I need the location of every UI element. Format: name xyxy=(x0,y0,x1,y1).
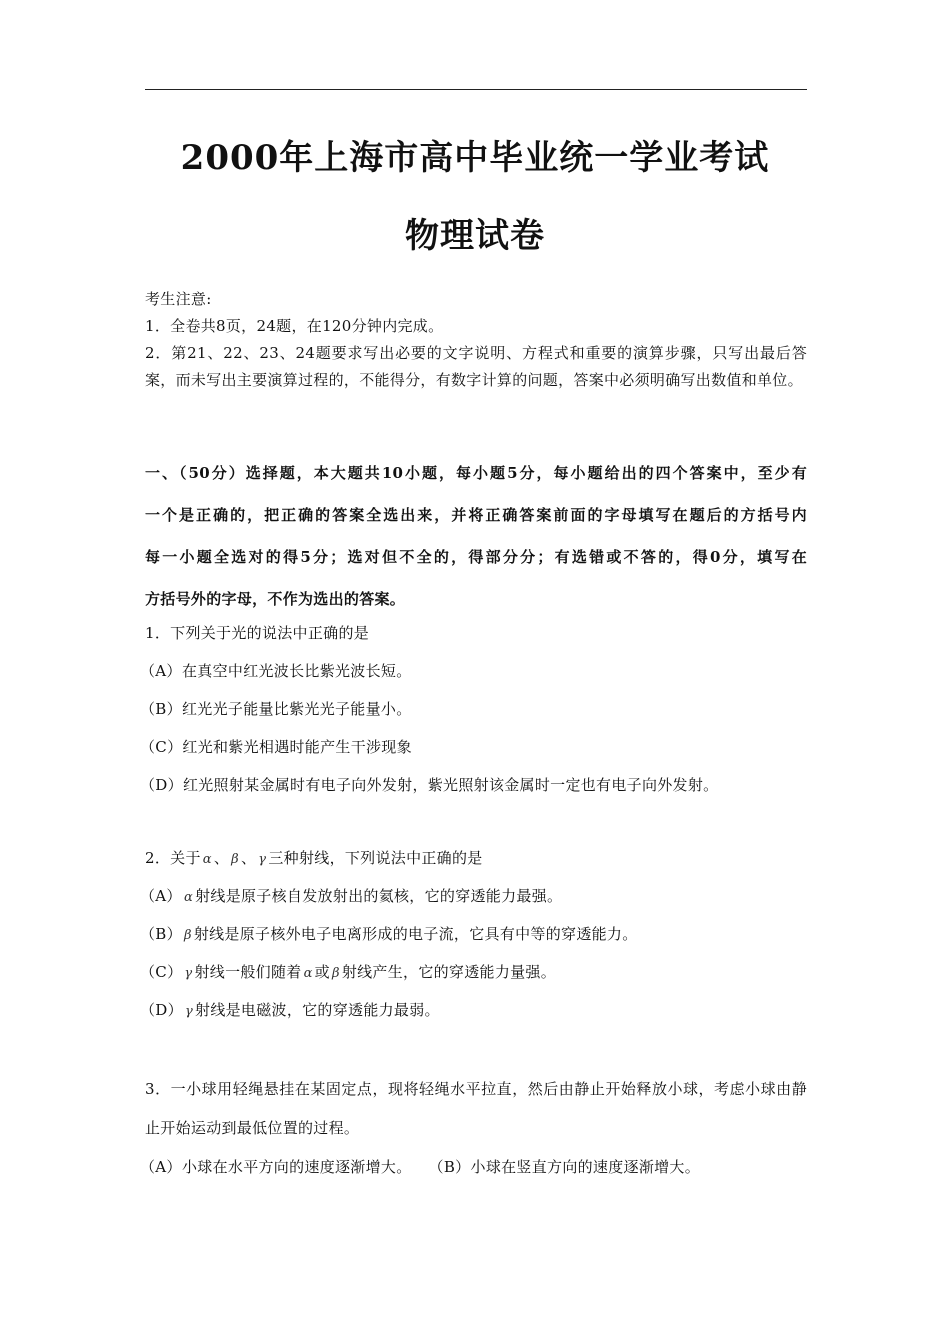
notice-heading: 考生注意: xyxy=(145,290,212,308)
option-label: （C） xyxy=(140,963,183,981)
section-1-instructions xyxy=(145,452,807,620)
exam-title: 2000年上海市高中毕业统一学业考试 xyxy=(180,138,770,178)
notice-item-2: 2．第21、22、23、24题要求写出必要的文字说明、方程式和重要的演算步骤，只写出最后答案，而未写出主要演算过程的，不能得分，有数字计算的问题，答案中必须明确写出数值和单位。 xyxy=(145,344,807,389)
option-label: （D） xyxy=(140,776,183,794)
question-1-option-d xyxy=(140,766,807,804)
beta-symbol: β xyxy=(184,928,192,943)
question-1-stem: 1．下列关于光的说法中正确的是 xyxy=(145,624,370,642)
notice-item-1: 1．全卷共8页，24题，在120分钟内完成。 xyxy=(145,317,444,335)
question-2 xyxy=(140,839,807,1029)
option-text: 红光照射某金属时有电子向外发射，紫光照射该金属时一定也有电子向外发射。 xyxy=(182,776,719,794)
section-1-line-2: 一个是正确的，把正确的答案全选出来，并将正确答案前面的字母填写在题后的方括号内 xyxy=(145,506,807,524)
option-text: 射线是原子核外电子电离形成的电子流，它具有中等的穿透能力。 xyxy=(193,925,638,943)
section-1-line-4: 方括号外的字母，不作为选出的答案。 xyxy=(145,590,406,608)
section-1-line-1: 一、（50分）选择题，本大题共10小题，每小题5分，每小题给出的四个答案中，至少有 xyxy=(145,464,807,482)
alpha-symbol: α xyxy=(202,852,212,867)
question-1-option-c xyxy=(140,728,807,766)
stem-separator: 、 xyxy=(213,849,230,867)
question-1-option-a xyxy=(140,652,807,690)
question-3 xyxy=(140,1070,807,1186)
option-label: （B） xyxy=(140,700,182,718)
option-text: 射线是电磁波，它的穿透能力最弱。 xyxy=(195,1001,440,1019)
stem-separator: 、 xyxy=(240,849,257,867)
option-label: （B） xyxy=(428,1158,471,1176)
option-label: （D） xyxy=(140,1001,183,1019)
question-1 xyxy=(140,614,807,804)
question-1-option-b xyxy=(140,690,807,728)
question-3-option-b-text: 小球在竖直方向的速度逐渐增大。 xyxy=(470,1158,701,1176)
candidate-notice xyxy=(145,286,807,394)
question-2-option-d xyxy=(140,991,807,1029)
option-text: 射线一般们随着 xyxy=(194,963,302,981)
section-1-line-3: 每一小题全选对的得5分；选对但不全的，得部分分；有选错或不答的，得0分，填写在 xyxy=(145,548,807,566)
option-text: 红光和紫光相遇时能产生干涉现象 xyxy=(182,738,412,756)
option-label: （B） xyxy=(140,925,182,943)
option-label: （A） xyxy=(140,887,182,905)
gamma-symbol: γ xyxy=(184,966,193,981)
question-2-option-b xyxy=(140,915,807,953)
beta-symbol: β xyxy=(231,852,239,867)
question-2-stem xyxy=(145,839,807,877)
option-text: 射线是原子核自发放射出的氦核，它的穿透能力最强。 xyxy=(195,887,563,905)
option-text: 或 xyxy=(314,963,330,981)
alpha-symbol: α xyxy=(303,966,313,981)
beta-symbol: β xyxy=(331,966,340,981)
option-text: 在真空中红光波长比紫光波长短。 xyxy=(182,662,412,680)
gamma-symbol: γ xyxy=(258,852,267,867)
header-rule xyxy=(145,89,807,90)
question-3-options-row xyxy=(140,1148,807,1186)
alpha-symbol: α xyxy=(184,890,194,905)
question-2-option-a xyxy=(140,877,807,915)
stem-suffix: 三种射线，下列说法中正确的是 xyxy=(268,849,483,867)
option-label: （A） xyxy=(140,1158,182,1176)
gamma-symbol: γ xyxy=(184,1004,194,1019)
option-text: 红光光子能量比紫光光子能量小。 xyxy=(182,700,412,718)
option-label: （C） xyxy=(140,738,183,756)
stem-prefix: 2．关于 xyxy=(145,849,201,867)
exam-subtitle: 物理试卷 xyxy=(405,216,545,256)
option-text: 射线产生，它的穿透能力量强。 xyxy=(341,963,557,981)
question-3-stem: 3．一小球用轻绳悬挂在某固定点，现将轻绳水平拉直，然后由静止开始释放小球，考虑小球由静止开始运动到最低位置的过程。 xyxy=(145,1080,807,1137)
question-3-option-a-text: 小球在水平方向的速度逐渐增大。 xyxy=(182,1158,412,1176)
question-2-option-c xyxy=(140,953,807,991)
option-label: （A） xyxy=(140,662,182,680)
